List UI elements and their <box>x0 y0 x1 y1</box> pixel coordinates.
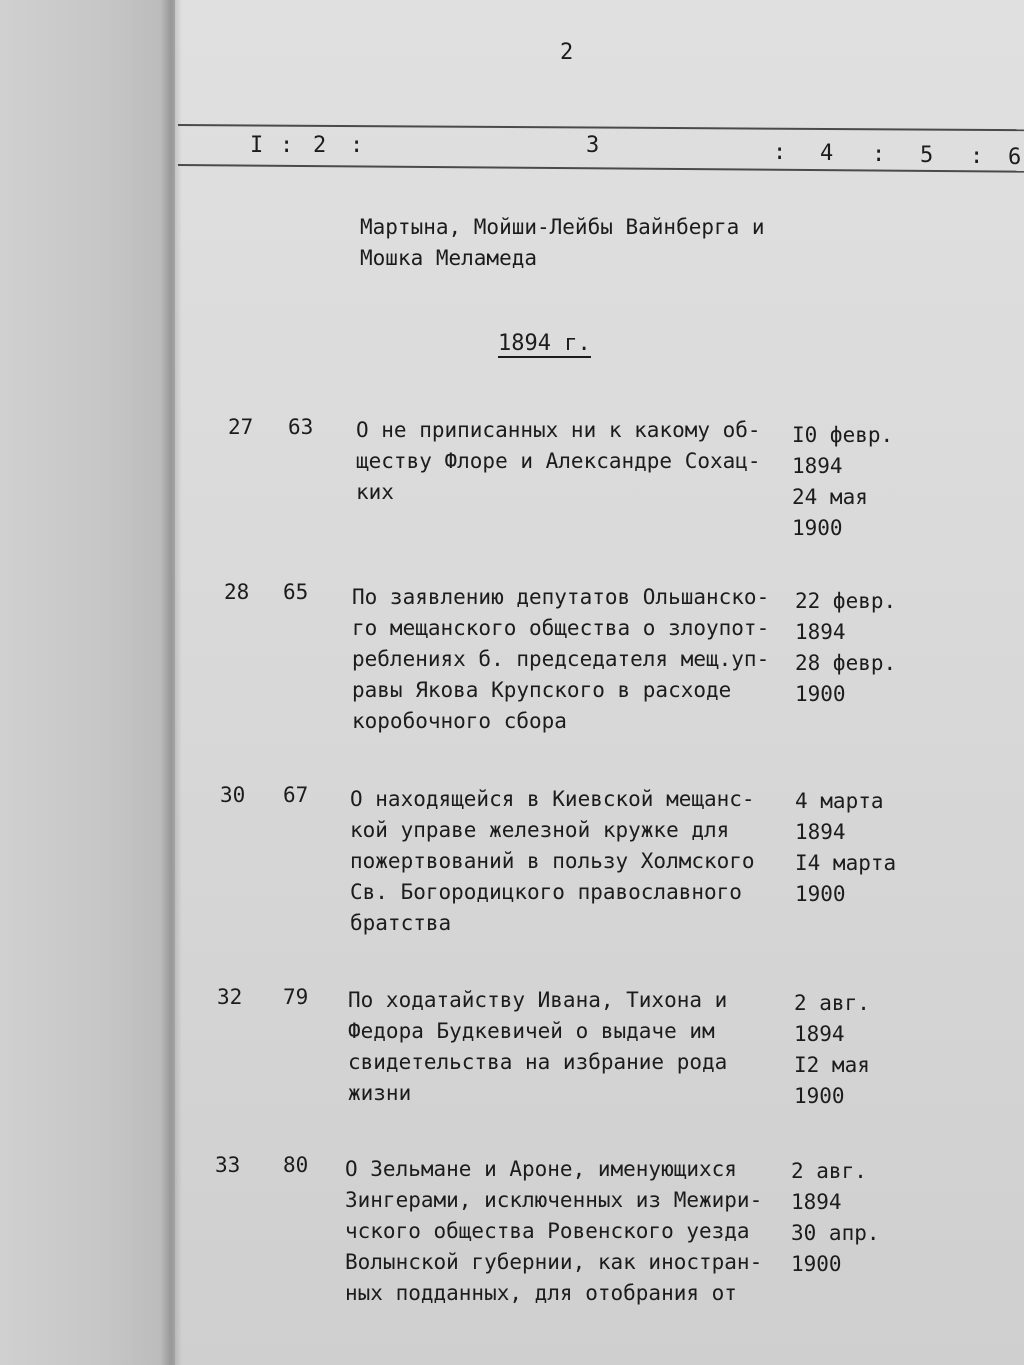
entry-end-year: 1900 <box>792 516 843 540</box>
entry-end-year: 1900 <box>795 882 846 906</box>
column-header-sep: : <box>280 133 294 158</box>
entry-start-year: 1894 <box>791 1190 842 1214</box>
column-header-sep: : <box>350 133 364 158</box>
entry-title-line: кой управе железной кружке для <box>350 818 730 842</box>
entry-end-date: I4 марта <box>795 851 897 875</box>
entry-title-line: По заявлению депутатов Ольшанско- <box>352 585 770 609</box>
page-gutter-shadow <box>160 0 182 1365</box>
entry-start-date: 2 авг. <box>794 991 870 1015</box>
entry-title-line: Волынской губернии, как иностран- <box>345 1250 763 1274</box>
entry-start-date: 2 авг. <box>791 1159 867 1183</box>
entry-title-line: коробочного сбора <box>352 709 567 733</box>
entry-start-date: 4 марта <box>795 789 884 813</box>
column-header-3: 3 <box>586 133 600 158</box>
entry-number: 33 <box>215 1153 241 1177</box>
column-header-5: 5 <box>920 143 934 168</box>
column-header-2: 2 <box>313 133 327 158</box>
entry-start-date: I0 февр. <box>792 423 894 447</box>
entry-end-year: 1900 <box>794 1084 845 1108</box>
column-header-6: 6 <box>1008 145 1022 170</box>
entry-start-year: 1894 <box>795 620 846 644</box>
column-header-sep: : <box>970 144 984 169</box>
column-header-1: I <box>250 133 264 158</box>
left-page-edge <box>0 0 175 1365</box>
continuation-line: Мошка Меламеда <box>360 246 538 270</box>
entry-file-number: 63 <box>288 415 314 439</box>
entry-title-line: Св. Богородицкого православного <box>350 880 742 904</box>
entry-title-line: По ходатайству Ивана, Тихона и <box>348 988 728 1012</box>
entry-title-line: го мещанского общества о злоупот- <box>352 616 770 640</box>
entry-title-line: ких <box>356 480 394 504</box>
entry-title-line: Зингерами, исключенных из Межири- <box>345 1188 763 1212</box>
entry-end-date: I2 мая <box>794 1053 870 1077</box>
year-heading: 1894 г. <box>498 331 591 356</box>
entry-end-date: 24 мая <box>792 485 868 509</box>
entry-end-year: 1900 <box>791 1252 842 1276</box>
entry-start-year: 1894 <box>795 820 846 844</box>
entry-start-date: 22 февр. <box>795 589 897 613</box>
entry-title-line: ных подданных, для отобрания от <box>345 1281 737 1305</box>
entry-title-line: чского общества Ровенского уезда <box>345 1219 750 1243</box>
entry-file-number: 80 <box>283 1153 309 1177</box>
continuation-line: Мартына, Мойши-Лейбы Вайнберга и <box>360 215 765 239</box>
entry-end-date: 30 апр. <box>791 1221 880 1245</box>
entry-title-line: свидетельства на избрание рода <box>348 1050 728 1074</box>
entry-start-year: 1894 <box>792 454 843 478</box>
column-header-sep: : <box>872 142 886 167</box>
entry-title-line: реблениях б. председателя мещ.уп- <box>352 647 770 671</box>
column-header-4: 4 <box>820 141 834 166</box>
entry-start-year: 1894 <box>794 1022 845 1046</box>
entry-number: 30 <box>220 783 246 807</box>
entry-end-year: 1900 <box>795 682 846 706</box>
entry-file-number: 67 <box>283 783 309 807</box>
entry-title-line: О не приписанных ни к какому об- <box>356 418 761 442</box>
entry-file-number: 65 <box>283 580 309 604</box>
entry-number: 28 <box>224 580 250 604</box>
entry-title-line: ществу Флоре и Александре Сохац- <box>356 449 761 473</box>
entry-number: 27 <box>228 415 254 439</box>
entry-number: 32 <box>217 985 243 1009</box>
entry-file-number: 79 <box>283 985 309 1009</box>
entry-title-line: О находящейся в Киевской мещанс- <box>350 787 755 811</box>
entry-title-line: братства <box>350 911 452 935</box>
entry-title-line: пожертвований в пользу Холмского <box>350 849 755 873</box>
entry-title-line: равы Якова Крупского в расходе <box>352 678 732 702</box>
entry-end-date: 28 февр. <box>795 651 897 675</box>
entry-title-line: жизни <box>348 1081 412 1105</box>
column-header-sep: : <box>773 140 787 165</box>
entry-title-line: Федора Будкевичей о выдаче им <box>348 1019 715 1043</box>
entry-title-line: О Зельмане и Ароне, именующихся <box>345 1157 737 1181</box>
page-number: 2 <box>560 40 574 65</box>
